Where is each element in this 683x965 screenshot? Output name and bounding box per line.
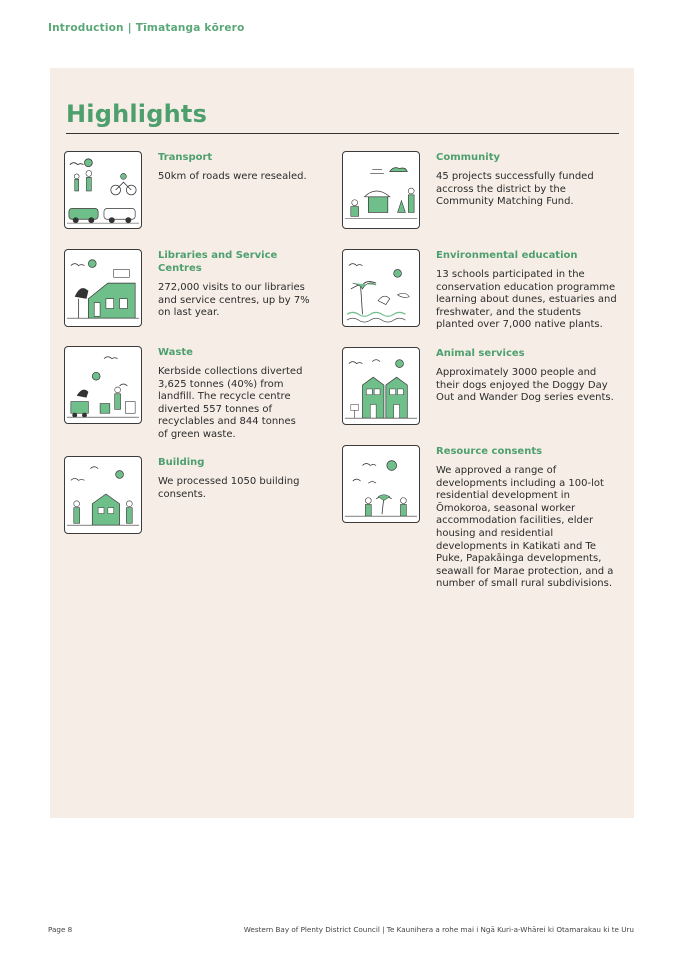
highlight-heading: Libraries and Service Centres — [158, 250, 278, 274]
environment-icon — [342, 249, 420, 327]
animal-services-icon — [342, 347, 420, 425]
highlight-body: Approximately 3000 people and their dogs enjoyed the Doggy Day Out and Wander Dog series events. — [436, 367, 614, 404]
highlight-body: We approved a range of developments including a 100-lot residential development in Ōmokoroa, seasonal worker accommodation facilities, elder housing and residential developments in Katikati and Te Puke, Papakāinga developments, seawall for Marae protection, and a number of small rural subdivisions. — [436, 465, 614, 590]
highlight-heading: Resource consents — [436, 446, 543, 457]
highlight-heading: Animal services — [436, 348, 525, 359]
highlight-heading: Transport — [158, 152, 213, 163]
highlight-body: 50km of roads were resealed. — [158, 171, 307, 182]
page-title: Highlights — [66, 100, 208, 128]
resource-consents-icon — [342, 445, 420, 523]
highlight-body: We processed 1050 building consents. — [158, 476, 300, 500]
breadcrumb — [48, 22, 244, 34]
highlight-body: Kerbside collections diverted 3,625 tonnes (40%) from landfill. The recycle centre diverted 557 tonnes of recyclables and 844 tonnes of green waste. — [158, 366, 303, 440]
breadcrumb-separator: | — [127, 22, 132, 34]
highlight-body: 13 schools participated in the conservation education programme learning about dunes, estuaries and freshwater, and the students planted over 7,000 native plants. — [436, 269, 617, 331]
community-icon — [342, 151, 420, 229]
breadcrumb-section-maori: Tīmatanga kōrero — [135, 22, 245, 34]
highlight-body: 272,000 visits to our libraries and service centres, up by 7% on last year. — [158, 282, 310, 319]
transport-icon — [64, 151, 142, 229]
footer-organisation: Western Bay of Plenty District Council | Te Kaunihera a rohe mai i Ngā Kuri-a-Whārei ki Otamarakau ki te Uru — [243, 925, 634, 934]
building-icon — [64, 456, 142, 534]
title-divider — [66, 133, 619, 134]
library-icon — [64, 249, 142, 327]
waste-icon — [64, 346, 142, 424]
highlight-heading: Waste — [158, 347, 193, 358]
highlight-heading: Community — [436, 152, 501, 163]
highlight-heading: Environmental education — [436, 250, 578, 261]
page-number: Page 8 — [48, 925, 73, 934]
breadcrumb-section: Introduction — [48, 22, 124, 34]
highlight-body: 45 projects successfully funded accross the district by the Community Matching Fund. — [436, 171, 594, 208]
highlight-heading: Building — [158, 457, 205, 468]
